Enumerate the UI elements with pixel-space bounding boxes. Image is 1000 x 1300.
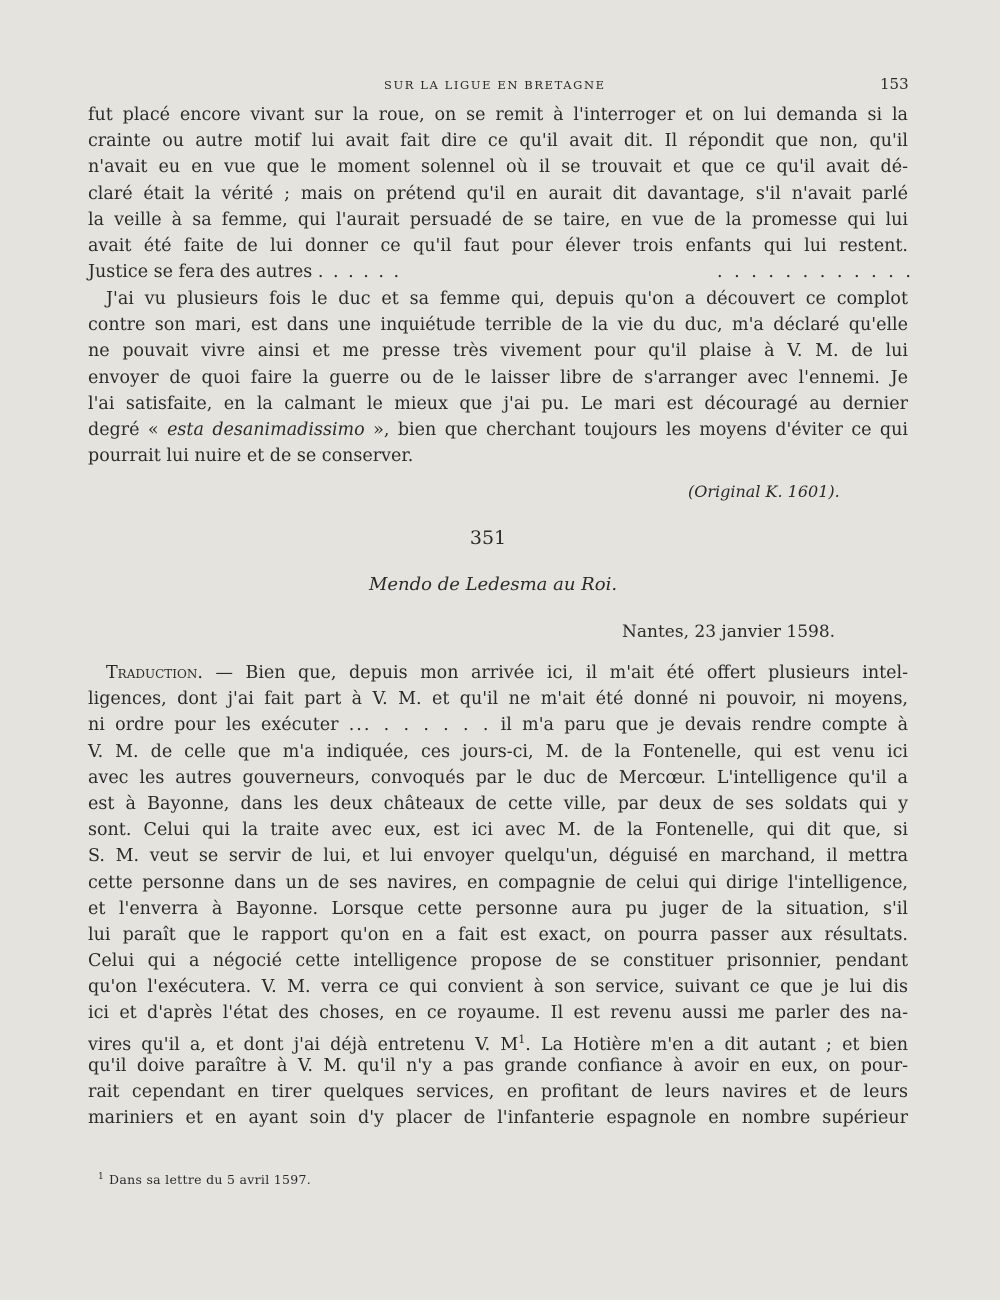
text-line	[88, 259, 914, 285]
text-line: envoyer de quoi faire la guerre ou de le laisser libre de s'arranger avec l'ennemi. Je	[88, 367, 908, 388]
dateline: Nantes, 23 janvier 1598.	[622, 622, 836, 642]
text-line: qu'on l'exécutera. V. M. verra ce qui convient à son service, suivant ce que je lui dis	[88, 977, 908, 998]
text-line: ici et d'après l'état des choses, en ce royaume. Il est revenu aussi me parler des na-	[88, 1003, 908, 1024]
page-number: 153	[880, 75, 909, 93]
text-line: ligences, dont j'ai fait part à V. M. et qu'il ne m'ait été donné ni pouvoir, ni moyens,	[88, 689, 908, 710]
text-run: . La Hotière m'en a dit autant ; et bien	[525, 1034, 909, 1055]
ellipsis-dots: . . . . . .	[317, 262, 402, 283]
text-run: degré «	[88, 419, 168, 440]
spanish-quote: esta desanimadissimo	[167, 419, 365, 440]
ellipsis-dots: ... . . . . . .	[348, 715, 491, 736]
text-line: qu'il doive paraître à V. M. qu'il n'y a pas grande confiance à avoir en eux, on pour-	[88, 1055, 908, 1076]
text-line	[88, 712, 908, 738]
text-line: contre son mari, est dans une inquiétude terrible de la vie du duc, m'a déclaré qu'elle	[88, 315, 908, 336]
page-header	[0, 75, 1000, 98]
text-line: avait été faite de lui donner ce qu'il faut pour élever trois enfants qui lui restent.	[88, 235, 908, 256]
text-line: rait cependant en tirer quelques services, en profitant de leurs navires et de leurs	[88, 1082, 908, 1102]
text-line: lui paraît que le rapport qu'on en a fait est exact, on pourra passer aux résultats.	[88, 924, 908, 945]
text-line: Celui qui a négocié cette intelligence propose de se constituer prisonnier, pendant	[88, 951, 908, 972]
text-run: vires qu'il a, et dont j'ai déjà entretenu V. M	[88, 1034, 519, 1055]
text-run: Justice se fera des autres	[88, 262, 313, 283]
footnote-marker: 1	[98, 1172, 105, 1182]
translation-label: Traduction.	[106, 663, 203, 683]
text-line: crainte ou autre motif lui avait fait dire ce qu'il avait dit. Il répondit que non, qu'il	[88, 131, 908, 152]
text-line: cette personne dans un de ses navires, en compagnie de celui qui dirige l'intelligence,	[88, 872, 908, 893]
paragraph-2	[88, 286, 908, 469]
text-line: S. M. veut se servir de lui, et lui envoyer quelqu'un, déguisé en marchand, il mettra	[88, 846, 908, 867]
paragraph-1	[88, 102, 914, 285]
paragraph-3	[88, 660, 908, 1131]
footnote	[98, 1172, 311, 1187]
text-line: V. M. de celle que m'a indiquée, ces jours-ci, M. de la Fontenelle, qui est venu ici	[88, 741, 908, 762]
footnote-reference: 1	[518, 1032, 526, 1046]
text-run: ni ordre pour les exécuter	[88, 715, 349, 736]
document-number: 351	[469, 527, 507, 549]
archive-citation: (Original K. 1601).	[688, 482, 840, 501]
text-line: la veille à sa femme, qui l'aurait persuadé de se taire, en vue de la promesse qui lui	[88, 209, 908, 230]
text-line: pourrait lui nuire et de se conserver.	[88, 446, 414, 467]
text-line: l'ai satisfaite, en la calmant le mieux que j'ai pu. Le mari est découragé au dernier	[88, 393, 908, 414]
text-line: n'avait eu en vue que le moment solennel où il se trouvait et que ce qu'il avait dé-	[88, 157, 908, 178]
text-line	[88, 417, 908, 443]
text-line: claré était la vérité ; mais on prétend qu'il en aurait dit davantage, s'il n'avait parlé	[88, 183, 908, 204]
text-line	[88, 1027, 908, 1053]
text-line: J'ai vu plusieurs fois le duc et sa femme qui, depuis qu'on a découvert ce complot	[106, 289, 908, 309]
running-title: SUR LA LIGUE EN BRETAGNE	[384, 78, 606, 92]
ellipsis-dots: . . . . . . . . . . . .	[717, 262, 914, 283]
text-run: — Bien que, depuis mon arrivée ici, il m'ait été offert plusieurs intel-	[202, 663, 908, 683]
text-line: fut placé encore vivant sur la roue, on se remit à l'interroger et on lui demanda si la	[88, 105, 908, 125]
text-line	[88, 660, 908, 686]
text-line: avec les autres gouverneurs, convoqués par le duc de Mercœur. L'intelligence qu'il a	[88, 767, 908, 788]
text-line: est à Bayonne, dans les deux châteaux de cette ville, par deux de ses soldats qui y	[88, 793, 908, 814]
text-run: », bien que cherchant toujours les moyens d'éviter ce qui	[364, 419, 908, 440]
footnote-text: Dans sa lettre du 5 avril 1597.	[109, 1172, 312, 1188]
text-line: mariniers et en ayant soin d'y placer de l'infanterie espagnole en nombre supérieur	[88, 1108, 908, 1129]
text-line: sont. Celui qui la traite avec eux, est ici avec M. de la Fontenelle, qui dit que, si	[88, 820, 908, 841]
document-title: Mendo de Ledesma au Roi.	[368, 574, 618, 595]
text-line: ne pouvait vivre ainsi et me presse très vivement pour qu'il plaise à V. M. de lui	[88, 341, 908, 362]
text-line: et l'enverra à Bayonne. Lorsque cette personne aura pu juger de la situation, s'il	[88, 898, 908, 919]
text-run: il m'a paru que je devais rendre compte à	[490, 715, 909, 736]
